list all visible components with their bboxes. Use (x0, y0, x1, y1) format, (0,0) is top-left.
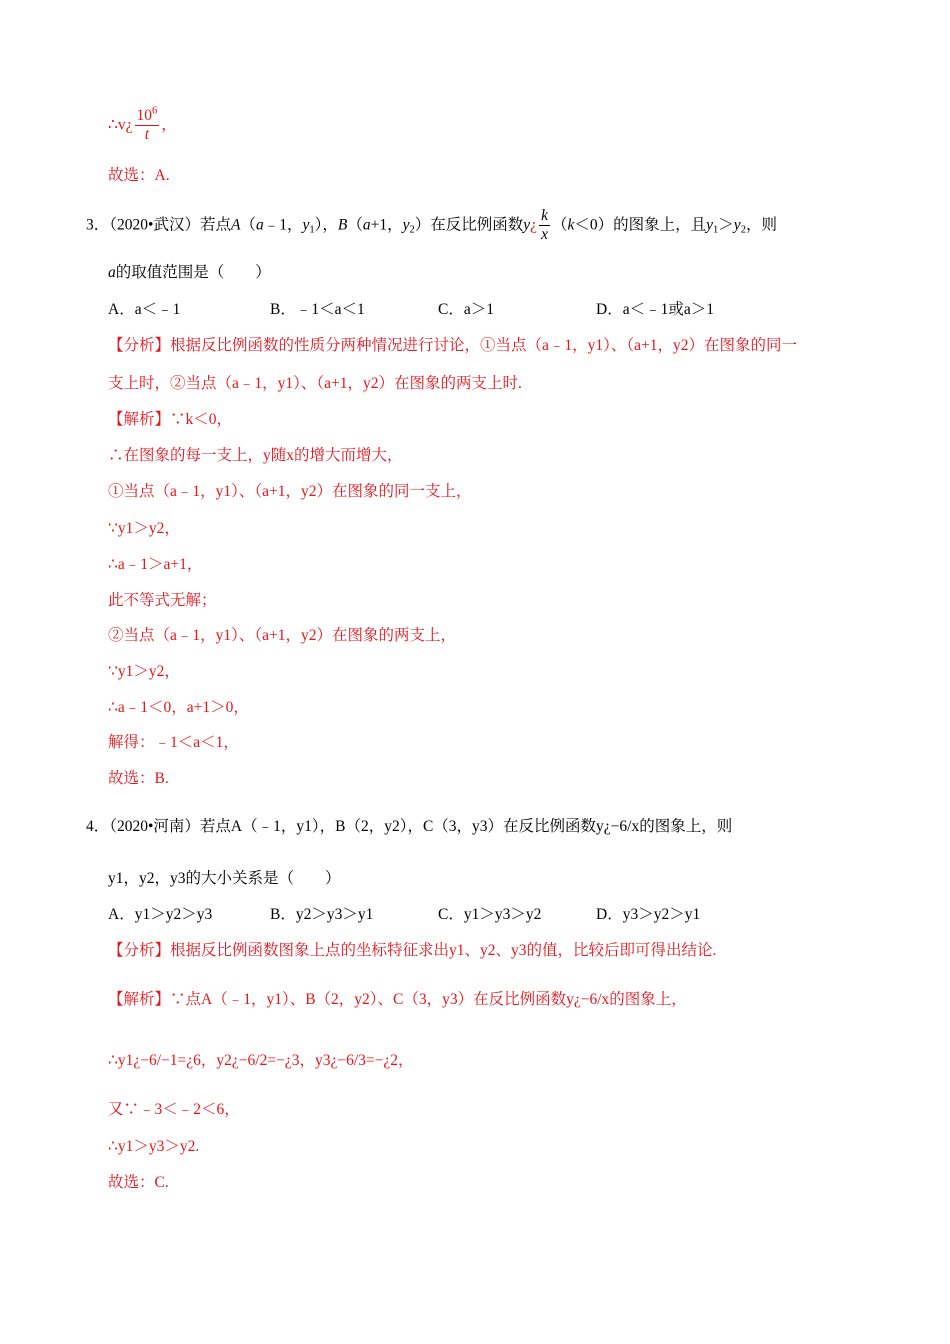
q4-option-a: A．y1＞y2＞y3 (108, 906, 213, 923)
q4-analysis: 【分析】根据反比例函数图象上点的坐标特征求出y1、y2、y3的值，比较后即可得出结论. (108, 942, 717, 959)
q3-solution-1: 【解析】∵k＜0， (108, 411, 233, 428)
q4-solution-2: ∴y1¿−6/−1=¿6，y2¿−6/2=−¿3，y3¿−6/3=−¿2， (108, 1052, 414, 1069)
q3-solution-5: ∴a﹣1＞a+1， (108, 556, 203, 573)
q3-solution-4: ∵y1＞y2， (108, 520, 180, 537)
q3-solution-8: ∵y1＞y2， (108, 663, 180, 680)
q3-stem-line2: a的取值范围是（ ） (108, 264, 271, 281)
q4-stem-line2: y1，y2，y3的大小关系是（ ） (108, 870, 341, 887)
q4-solution-4: ∴y1＞y3＞y2. (108, 1138, 200, 1155)
q4-option-b: B．y2＞y3＞y1 (270, 906, 374, 923)
q3-answer: 故选：B. (108, 770, 169, 787)
q4-stem-line1: 4．（2020•河南）若点A（﹣1，y1），B（2，y2），C（3，y3）在反比例函数y¿−6/x的图象上，则 (86, 818, 733, 835)
prev-therefore: ∴v¿ (108, 116, 133, 134)
q3-stem-line1: 3．（2020•武汉）若点A（a﹣1，$y_1$），B（a+1，$y_2$）在反比例函数y¿ $\frac{k}{x}$ （k＜0）的图象上，且$y_1>y_2$，则 (86, 207, 777, 244)
q3-solution-3: ①当点（a﹣1，y1）、（a+1，y2）在图象的同一支上， (108, 483, 472, 500)
prev-solution-line: ∴v¿ $\frac{10^6}{t}$ ， (108, 105, 177, 144)
q3-option-d: D．a＜﹣1或a＞1 (596, 301, 714, 318)
q3-solution-2: ∴在图象的每一支上，y随x的增大而增大， (108, 447, 403, 464)
q4-answer: 故选：C. (108, 1174, 169, 1191)
q4-solution-3: 又∵﹣3＜﹣2＜6， (108, 1101, 240, 1118)
q4-option-d: D．y3＞y2＞y1 (596, 906, 701, 923)
q3-solution-7: ②当点（a﹣1，y1）、（a+1，y2）在图象的两支上， (108, 627, 457, 644)
prev-answer: 故选：A. (108, 167, 170, 184)
q3-function-fraction: $\frac{k}{x}$ (541, 207, 548, 244)
prev-fraction: $\frac{10^6}{t}$ (136, 105, 158, 144)
q4-option-c: C．y1＞y3＞y2 (438, 906, 542, 923)
q3-solution-10: 解得：﹣1＜a＜1， (108, 734, 239, 751)
q3-solution-9: ∴a﹣1＜0，a+1＞0， (108, 699, 249, 716)
q3-option-c: C．a＞1 (438, 301, 494, 318)
q3-option-b: B．﹣1＜a＜1 (270, 301, 365, 318)
q3-analysis-line2: 支上时，②当点（a﹣1，y1）、（a+1，y2）在图象的两支上时. (108, 375, 522, 392)
q4-solution-1: 【解析】∵点A（﹣1，y1）、B（2，y2）、C（3，y3）在反比例函数y¿−6/x的图象上， (108, 991, 687, 1008)
q3-analysis-line1: 【分析】根据反比例函数的性质分两种情况进行讨论，①当点（a﹣1，y1）、（a+1，y2）在图象的同一 (108, 337, 798, 354)
q3-solution-6: 此不等式无解； (108, 592, 217, 609)
q3-option-a: A．a＜﹣1 (108, 301, 181, 318)
